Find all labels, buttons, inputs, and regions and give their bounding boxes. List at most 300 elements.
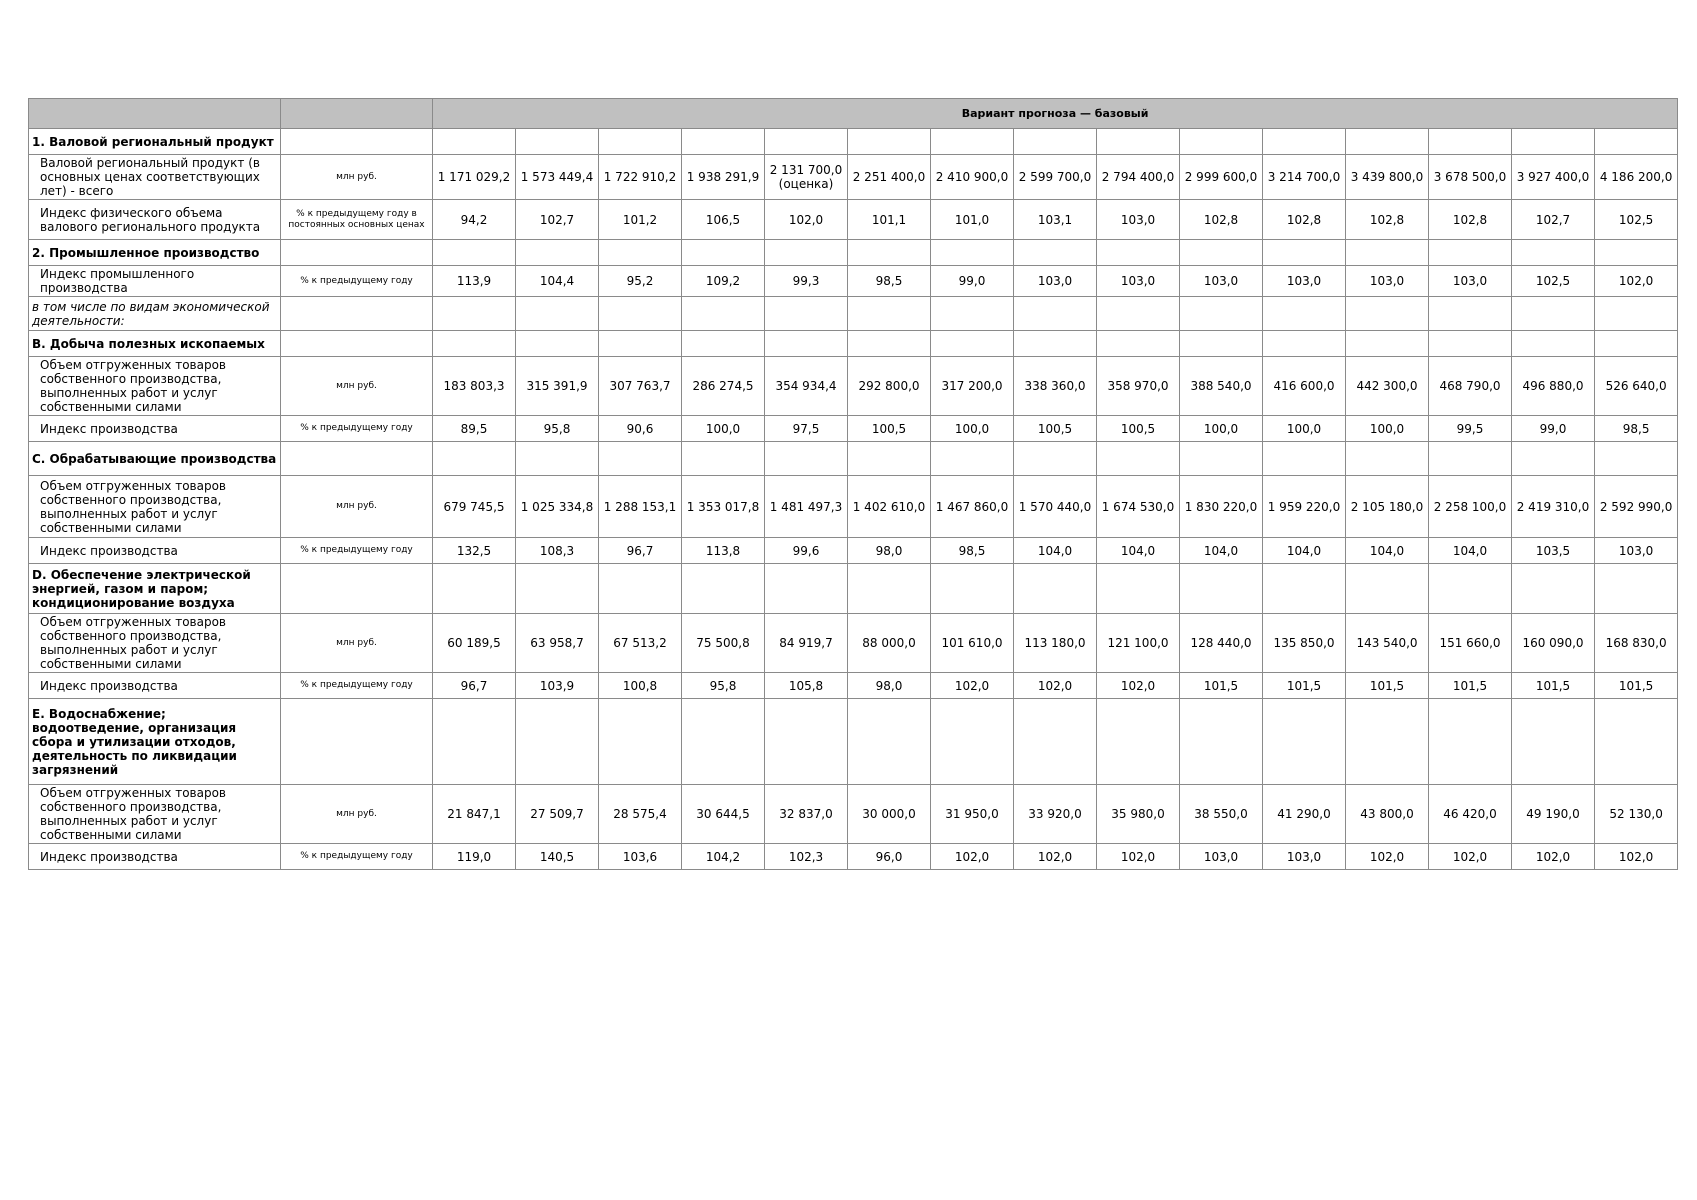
value-cell: 102,5 [1512,266,1595,297]
value-cell: 109,2 [682,266,765,297]
value-cell [848,297,931,331]
value-cell: 160 090,0 [1512,614,1595,673]
value-cell [433,564,516,614]
value-cell [1014,240,1097,266]
table-row [29,200,1678,240]
value-cell [1180,699,1263,785]
value-cell [1014,699,1097,785]
value-cell: 2 599 700,0 [1014,155,1097,200]
value-cell: 102,7 [516,200,599,240]
value-cell: 1 938 291,9 [682,155,765,200]
value-cell [1097,442,1180,476]
value-cell: 1 467 860,0 [931,476,1014,538]
value-cell: 1 570 440,0 [1014,476,1097,538]
unit-cell: % к предыдущему году [281,673,433,699]
forecast-variant-title: Вариант прогноза — базовый [433,99,1678,129]
value-cell: 102,8 [1346,200,1429,240]
unit-cell [281,129,433,155]
value-cell: 21 847,1 [433,785,516,844]
table-row [29,357,1678,416]
value-cell: 113,8 [682,538,765,564]
value-cell [1180,331,1263,357]
section-title: D. Обеспечение электрической энергией, газом и паром; кондиционирование воздуха [29,564,281,614]
value-cell: 84 919,7 [765,614,848,673]
value-cell: 103,0 [1097,266,1180,297]
value-cell [931,699,1014,785]
table-body [29,129,1678,870]
value-cell: 183 803,3 [433,357,516,416]
value-cell: 96,0 [848,844,931,870]
unit-cell: млн руб. [281,155,433,200]
unit-cell [281,331,433,357]
value-cell [1512,442,1595,476]
value-cell: 679 745,5 [433,476,516,538]
unit-cell: млн руб. [281,357,433,416]
value-cell [1595,442,1678,476]
value-cell: 101,5 [1180,673,1263,699]
indicator-name: Объем отгруженных товаров собственного производства, выполненных работ и услуг собственными силами [29,614,281,673]
value-cell [1512,129,1595,155]
value-cell [682,297,765,331]
value-cell: 105,8 [765,673,848,699]
value-cell [1429,297,1512,331]
value-cell: 2 410 900,0 [931,155,1014,200]
value-cell [765,699,848,785]
value-cell: 97,5 [765,416,848,442]
value-cell: 103,0 [1595,538,1678,564]
value-cell: 1 025 334,8 [516,476,599,538]
value-cell [1097,564,1180,614]
value-cell: 103,0 [1429,266,1512,297]
value-cell: 104,0 [1346,538,1429,564]
value-cell [1429,564,1512,614]
note-row [29,297,1678,331]
value-cell: 1 573 449,4 [516,155,599,200]
value-cell: 468 790,0 [1429,357,1512,416]
section-title: C. Обрабатывающие производства [29,442,281,476]
value-cell: 88 000,0 [848,614,931,673]
value-cell: 103,0 [1263,844,1346,870]
value-cell [1097,297,1180,331]
value-cell: 338 360,0 [1014,357,1097,416]
value-cell: 99,6 [765,538,848,564]
value-cell: 101,1 [848,200,931,240]
value-cell: 100,5 [1014,416,1097,442]
value-cell: 2 258 100,0 [1429,476,1512,538]
value-cell [931,129,1014,155]
value-cell [516,129,599,155]
value-cell: 63 958,7 [516,614,599,673]
value-cell: 100,5 [848,416,931,442]
unit-cell: % к предыдущему году [281,844,433,870]
value-cell: 1 171 029,2 [433,155,516,200]
value-cell: 99,5 [1429,416,1512,442]
value-cell: 96,7 [599,538,682,564]
value-cell: 442 300,0 [1346,357,1429,416]
value-cell [682,699,765,785]
value-cell: 1 481 497,3 [765,476,848,538]
value-cell [1512,564,1595,614]
value-cell [1014,331,1097,357]
table-row [29,614,1678,673]
value-cell: 102,0 [1014,673,1097,699]
value-cell: 103,1 [1014,200,1097,240]
value-cell [1595,240,1678,266]
value-cell: 103,5 [1512,538,1595,564]
value-cell: 151 660,0 [1429,614,1512,673]
unit-cell: % к предыдущему году [281,266,433,297]
value-cell [931,564,1014,614]
value-cell: 96,7 [433,673,516,699]
section-title: B. Добыча полезных ископаемых [29,331,281,357]
value-cell: 103,0 [1346,266,1429,297]
table-row [29,266,1678,297]
value-cell: 140,5 [516,844,599,870]
value-cell: 99,0 [931,266,1014,297]
value-cell: 3 678 500,0 [1429,155,1512,200]
value-cell [1263,240,1346,266]
value-cell [433,129,516,155]
value-cell: 3 439 800,0 [1346,155,1429,200]
value-cell [765,564,848,614]
value-cell: 98,5 [848,266,931,297]
value-cell: 102,0 [1595,266,1678,297]
header-unit-cell [281,99,433,129]
value-cell: 75 500,8 [682,614,765,673]
value-cell [1014,564,1097,614]
value-cell: 106,5 [682,200,765,240]
value-cell: 101,5 [1263,673,1346,699]
table-row [29,538,1678,564]
section-title: E. Водоснабжение; водоотведение, организация сбора и утилизации отходов, деятельность по ликвидации загрязнений [29,699,281,785]
value-cell [1346,297,1429,331]
value-cell: 104,2 [682,844,765,870]
section-row [29,331,1678,357]
value-cell: 1 959 220,0 [1263,476,1346,538]
value-cell: 135 850,0 [1263,614,1346,673]
value-cell [433,442,516,476]
value-cell: 100,5 [1097,416,1180,442]
value-cell [1097,240,1180,266]
value-cell [1180,442,1263,476]
unit-cell: млн руб. [281,785,433,844]
value-cell [1180,240,1263,266]
table-row [29,785,1678,844]
value-cell: 2 251 400,0 [848,155,931,200]
value-cell: 102,0 [1512,844,1595,870]
value-cell [848,129,931,155]
value-cell: 90,6 [599,416,682,442]
value-cell: 104,4 [516,266,599,297]
value-cell: 4 186 200,0 [1595,155,1678,200]
indicator-name: Объем отгруженных товаров собственного производства, выполненных работ и услуг собственными силами [29,476,281,538]
value-cell: 1 353 017,8 [682,476,765,538]
value-cell [433,331,516,357]
value-cell [765,297,848,331]
header-row [29,99,1678,129]
value-cell: 101,5 [1595,673,1678,699]
value-cell: 102,0 [765,200,848,240]
value-cell [765,442,848,476]
section-row [29,699,1678,785]
value-cell: 28 575,4 [599,785,682,844]
value-cell: 113 180,0 [1014,614,1097,673]
indicator-name: Индекс производства [29,416,281,442]
value-cell [599,442,682,476]
value-cell [433,297,516,331]
value-cell [848,331,931,357]
value-cell [1346,564,1429,614]
value-cell: 354 934,4 [765,357,848,416]
value-cell [1429,331,1512,357]
value-cell [1097,129,1180,155]
value-cell: 103,0 [1180,266,1263,297]
value-cell: 104,0 [1263,538,1346,564]
value-cell: 30 644,5 [682,785,765,844]
value-cell: 102,0 [931,673,1014,699]
value-cell [1346,699,1429,785]
value-cell: 292 800,0 [848,357,931,416]
value-cell: 41 290,0 [1263,785,1346,844]
value-cell [682,331,765,357]
value-cell: 104,0 [1180,538,1263,564]
value-cell [682,564,765,614]
value-cell: 95,8 [682,673,765,699]
value-cell: 99,3 [765,266,848,297]
value-cell: 43 800,0 [1346,785,1429,844]
unit-cell: млн руб. [281,476,433,538]
value-cell: 89,5 [433,416,516,442]
value-cell [682,129,765,155]
header-name-cell [29,99,281,129]
value-cell [599,331,682,357]
value-cell: 27 509,7 [516,785,599,844]
value-cell [433,240,516,266]
value-cell [1263,129,1346,155]
unit-cell [281,442,433,476]
value-cell: 102,5 [1595,200,1678,240]
value-cell: 317 200,0 [931,357,1014,416]
indicator-name: Индекс производства [29,844,281,870]
value-cell [1595,564,1678,614]
value-cell: 526 640,0 [1595,357,1678,416]
value-cell [1595,699,1678,785]
value-cell: 103,6 [599,844,682,870]
value-cell: 103,0 [1180,844,1263,870]
section-row [29,240,1678,266]
value-cell [848,564,931,614]
value-cell: 98,0 [848,673,931,699]
value-cell [931,331,1014,357]
value-cell [1263,564,1346,614]
value-cell: 3 927 400,0 [1512,155,1595,200]
indicator-name: Индекс производства [29,538,281,564]
value-cell: 49 190,0 [1512,785,1595,844]
value-cell [1512,297,1595,331]
value-cell: 1 402 610,0 [848,476,931,538]
value-cell: 103,0 [1014,266,1097,297]
value-cell: 98,5 [931,538,1014,564]
value-cell: 496 880,0 [1512,357,1595,416]
value-cell: 52 130,0 [1595,785,1678,844]
value-cell [433,699,516,785]
value-cell: 101,5 [1512,673,1595,699]
value-cell: 103,9 [516,673,599,699]
section-title: 1. Валовой региональный продукт [29,129,281,155]
table-row [29,155,1678,200]
value-cell: 101 610,0 [931,614,1014,673]
table-row [29,844,1678,870]
unit-cell [281,240,433,266]
value-cell [1014,442,1097,476]
value-cell [848,240,931,266]
value-cell [516,297,599,331]
value-cell: 102,8 [1429,200,1512,240]
value-cell: 3 214 700,0 [1263,155,1346,200]
value-cell: 113,9 [433,266,516,297]
value-cell: 67 513,2 [599,614,682,673]
value-cell: 2 419 310,0 [1512,476,1595,538]
value-cell [1595,331,1678,357]
value-cell: 104,0 [1014,538,1097,564]
value-cell: 108,3 [516,538,599,564]
value-cell: 102,0 [1097,673,1180,699]
unit-cell [281,297,433,331]
unit-cell [281,564,433,614]
value-cell: 119,0 [433,844,516,870]
value-cell: 98,0 [848,538,931,564]
value-cell: 101,5 [1346,673,1429,699]
value-cell: 143 540,0 [1346,614,1429,673]
value-cell [1097,699,1180,785]
value-cell: 388 540,0 [1180,357,1263,416]
value-cell: 98,5 [1595,416,1678,442]
value-cell [1346,240,1429,266]
value-cell [599,129,682,155]
value-cell [1346,442,1429,476]
unit-cell: млн руб. [281,614,433,673]
value-cell [599,297,682,331]
value-cell: 286 274,5 [682,357,765,416]
value-cell: 1 830 220,0 [1180,476,1263,538]
table-row [29,673,1678,699]
value-cell [1180,129,1263,155]
unit-cell: % к предыдущему году [281,538,433,564]
value-cell [1263,297,1346,331]
value-cell [1263,331,1346,357]
value-cell: 102,0 [1429,844,1512,870]
value-cell: 132,5 [433,538,516,564]
value-cell [1512,331,1595,357]
value-cell: 103,0 [1263,266,1346,297]
value-cell: 102,0 [1014,844,1097,870]
section-title: 2. Промышленное производство [29,240,281,266]
value-cell: 2 592 990,0 [1595,476,1678,538]
unit-cell [281,699,433,785]
value-cell [1429,129,1512,155]
value-cell: 315 391,9 [516,357,599,416]
value-cell [1512,699,1595,785]
value-cell [599,699,682,785]
value-cell: 100,0 [1346,416,1429,442]
value-cell: 100,0 [1180,416,1263,442]
value-cell [1595,297,1678,331]
value-cell: 168 830,0 [1595,614,1678,673]
indicator-name: Индекс физического объема валового регионального продукта [29,200,281,240]
value-cell [1429,240,1512,266]
indicator-name: Индекс производства [29,673,281,699]
section-row [29,129,1678,155]
value-cell: 94,2 [433,200,516,240]
value-cell: 100,0 [931,416,1014,442]
value-cell: 102,0 [1097,844,1180,870]
table-row [29,476,1678,538]
value-cell: 102,7 [1512,200,1595,240]
value-cell [1097,331,1180,357]
value-cell: 101,5 [1429,673,1512,699]
value-cell [765,240,848,266]
value-cell: 100,8 [599,673,682,699]
value-cell: 416 600,0 [1263,357,1346,416]
value-cell [1429,699,1512,785]
value-cell: 1 288 153,1 [599,476,682,538]
value-cell [765,331,848,357]
value-cell [1180,564,1263,614]
indicator-name: Объем отгруженных товаров собственного производства, выполненных работ и услуг собственными силами [29,357,281,416]
value-cell [1014,297,1097,331]
unit-cell: % к предыдущему году [281,416,433,442]
value-cell: 2 131 700,0 (оценка) [765,155,848,200]
value-cell [516,699,599,785]
value-cell: 103,0 [1097,200,1180,240]
value-cell: 102,0 [931,844,1014,870]
value-cell [516,331,599,357]
value-cell: 102,3 [765,844,848,870]
value-cell: 102,8 [1263,200,1346,240]
value-cell: 31 950,0 [931,785,1014,844]
unit-cell: % к предыдущему году в постоянных основных ценах [281,200,433,240]
indicator-name: Индекс промышленного производства [29,266,281,297]
value-cell: 60 189,5 [433,614,516,673]
value-cell [848,442,931,476]
value-cell: 100,0 [682,416,765,442]
value-cell: 46 420,0 [1429,785,1512,844]
value-cell [848,699,931,785]
value-cell [931,442,1014,476]
value-cell: 121 100,0 [1097,614,1180,673]
value-cell: 102,8 [1180,200,1263,240]
value-cell: 38 550,0 [1180,785,1263,844]
value-cell [682,240,765,266]
value-cell [765,129,848,155]
table-row [29,416,1678,442]
indicator-name: Валовой региональный продукт (в основных ценах соответствующих лет) - всего [29,155,281,200]
value-cell [1263,699,1346,785]
value-cell [931,297,1014,331]
value-cell [1180,297,1263,331]
value-cell: 1 674 530,0 [1097,476,1180,538]
value-cell: 100,0 [1263,416,1346,442]
value-cell [1263,442,1346,476]
value-cell: 35 980,0 [1097,785,1180,844]
value-cell [516,564,599,614]
value-cell [931,240,1014,266]
value-cell: 30 000,0 [848,785,931,844]
value-cell: 2 794 400,0 [1097,155,1180,200]
value-cell [1429,442,1512,476]
value-cell [516,240,599,266]
value-cell: 1 722 910,2 [599,155,682,200]
